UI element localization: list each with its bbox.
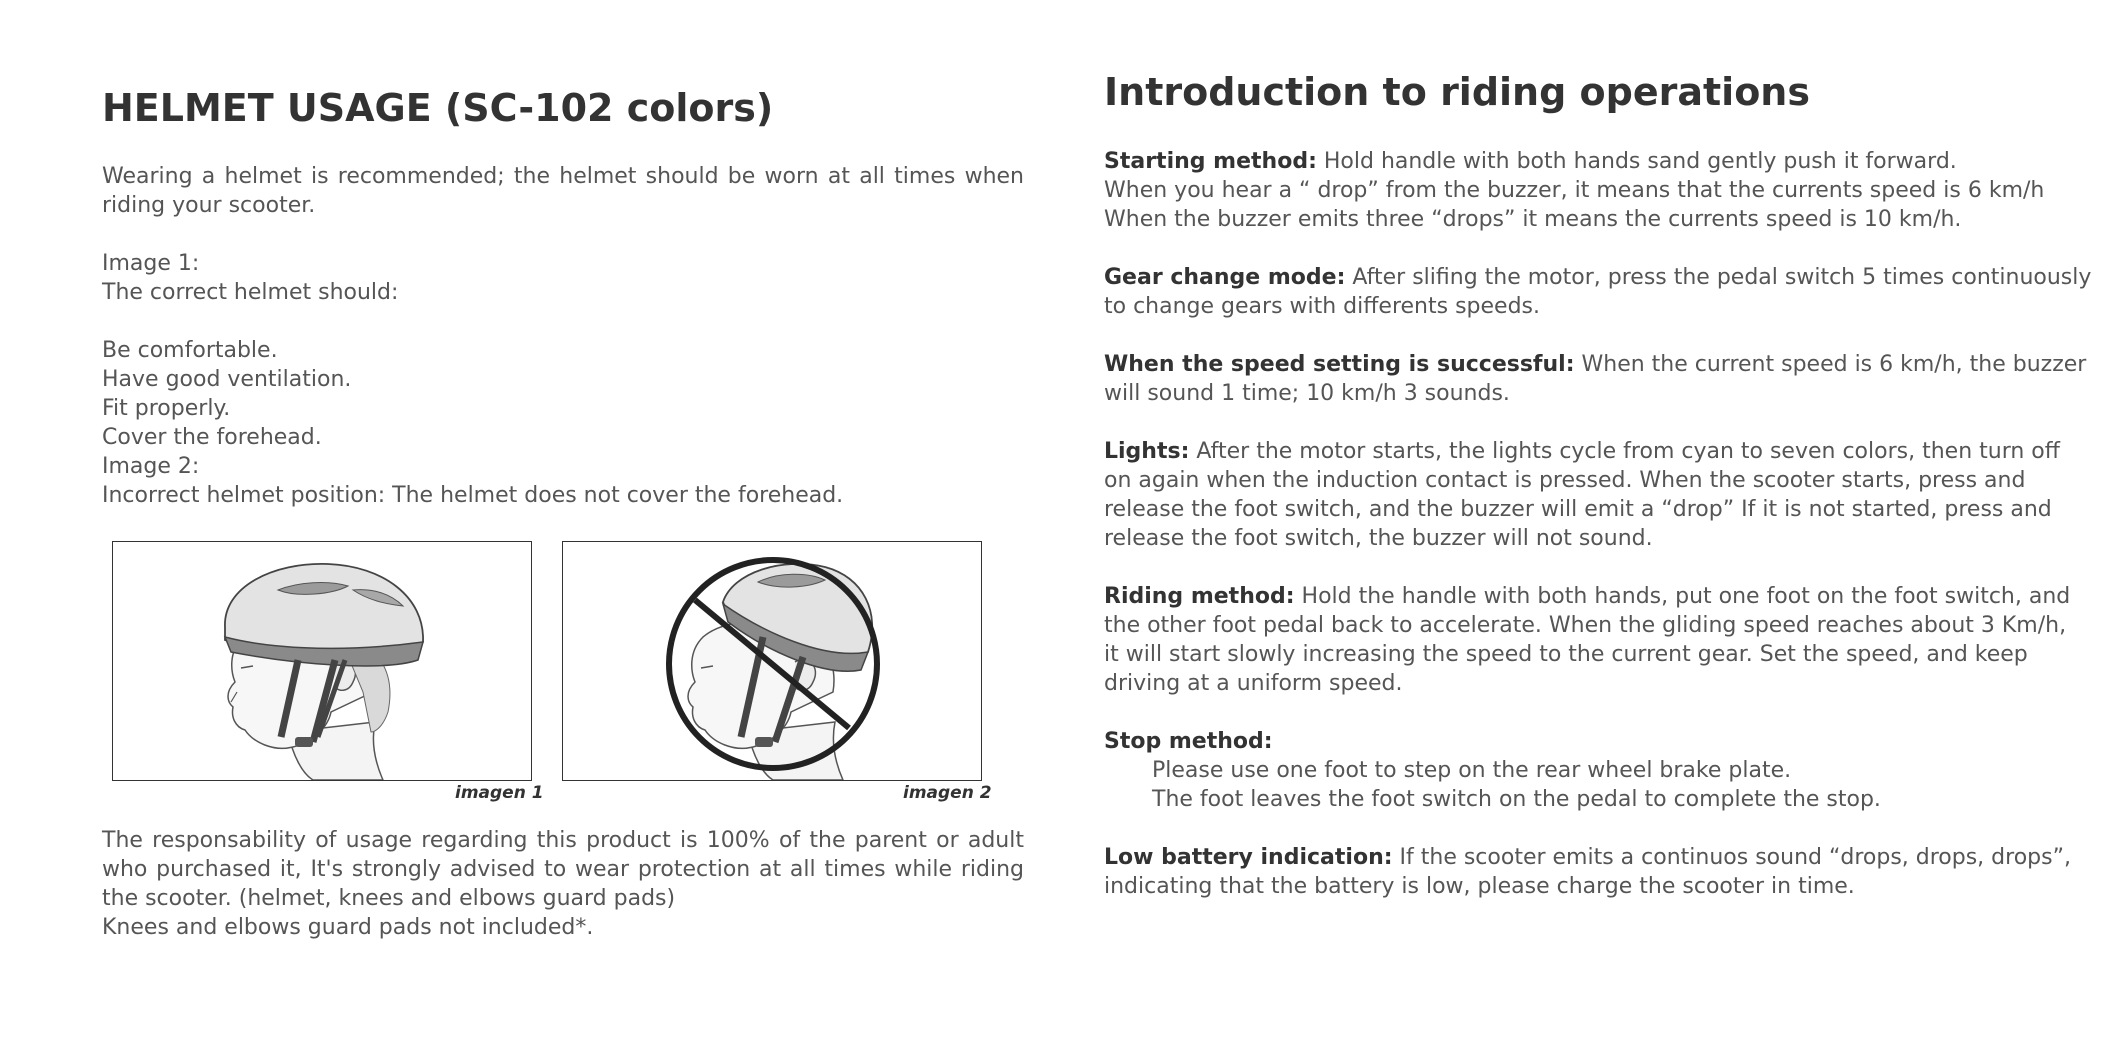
starting-method-text: Hold handle with both hands sand gently push it forward. [1316,149,1957,174]
stop-method-text: Please use one foot to step on the rear wheel brake plate. [1152,758,1792,783]
correct-helmet-illustration [113,542,531,780]
correct-helmet-image [112,541,532,781]
helmet-intro-line: Wearing a helmet is recommended; the helmet should be worn at all times when [102,164,1024,189]
lights [1104,437,2062,553]
low-battery-indication [1104,843,2071,901]
incorrect-helmet-illustration [563,542,981,780]
responsibility-note [102,826,1024,942]
responsibility-line: who purchased it, It's strongly advised to wear protection at all times while riding [102,857,1024,882]
incorrect-helmet-image [562,541,982,781]
helmet-intro-line: riding your scooter. [102,193,316,218]
lights-text: After the motor starts, the lights cycle from cyan to seven colors, then turn off [1189,439,2060,464]
stop-method [1104,727,2062,814]
riding-method-text: Hold the handle with both hands, put one foot on the foot switch, and [1294,584,2071,609]
speed-setting-text: When the current speed is 6 km/h, the buzzer [1574,352,2087,377]
helmet-usage-title: HELMET USAGE (SC-102 colors) [102,86,774,130]
image1-caption: imagen 1 [455,783,544,803]
stop-method-label: Stop method: [1104,729,1273,754]
gear-change-text: to change gears with differents speeds. [1104,294,1540,319]
lights-text: release the foot switch, and the buzzer will emit a “drop” If it is not started, press and [1104,497,2052,522]
starting-method-text: When you hear a “ drop” from the buzzer, it means that the currents speed is 6 km/h [1104,178,2045,203]
low-battery-text: If the scooter emits a continuos sound “drops, drops, drops”, [1392,845,2071,870]
gear-change-mode [1104,263,2092,321]
stop-method-text: The foot leaves the foot switch on the pedal to complete the stop. [1152,787,1881,812]
speed-setting-label: When the speed setting is successful: [1104,352,1575,377]
low-battery-text: indicating that the battery is low, please charge the scooter in time. [1104,874,1855,899]
correct-item: Cover the forehead. [102,425,322,450]
responsibility-line: the scooter. (helmet, knees and elbows guard pads) [102,886,676,911]
starting-method-text: When the buzzer emits three “drops” it means the currents speed is 10 km/h. [1104,207,1962,232]
riding-method [1104,582,2071,698]
riding-method-label: Riding method: [1104,584,1295,609]
riding-operations-title: Introduction to riding operations [1104,70,1810,114]
image2-label: Image 2: [102,454,200,479]
speed-setting-text: will sound 1 time; 10 km/h 3 sounds. [1104,381,1510,406]
speed-setting [1104,350,2087,408]
starting-method-label: Starting method: [1104,149,1317,174]
correct-item: Fit properly. [102,396,231,421]
lights-label: Lights: [1104,439,1190,464]
riding-method-text: it will start slowly increasing the speed to the current gear. Set the speed, and keep [1104,642,2028,667]
correct-item: Have good ventilation. [102,367,352,392]
correct-helmet-intro: The correct helmet should: [102,280,399,305]
gear-change-label: Gear change mode: [1104,265,1346,290]
image2-caption: imagen 2 [903,783,992,803]
riding-operations-body [1104,147,2092,930]
starting-method [1104,147,2062,234]
helmet-figures [112,541,992,811]
image1-label: Image 1: [102,251,200,276]
riding-method-text: driving at a uniform speed. [1104,671,1403,696]
lights-text: release the foot switch, the buzzer will not sound. [1104,526,1653,551]
incorrect-helmet-text: Incorrect helmet position: The helmet does not cover the forehead. [102,483,844,508]
low-battery-label: Low battery indication: [1104,845,1393,870]
riding-method-text: the other foot pedal back to accelerate. When the gliding speed reaches about 3 Km/h, [1104,613,2067,638]
responsibility-line: The responsability of usage regarding this product is 100% of the parent or adult [102,828,1024,853]
responsibility-line: Knees and elbows guard pads not included*. [102,915,594,940]
correct-item: Be comfortable. [102,338,278,363]
gear-change-text: After slifing the motor, press the pedal switch 5 times continuously [1345,265,2092,290]
lights-text: on again when the induction contact is pressed. When the scooter starts, press and [1104,468,2026,493]
helmet-intro [102,162,1024,220]
helmet-guidance [102,249,1024,510]
